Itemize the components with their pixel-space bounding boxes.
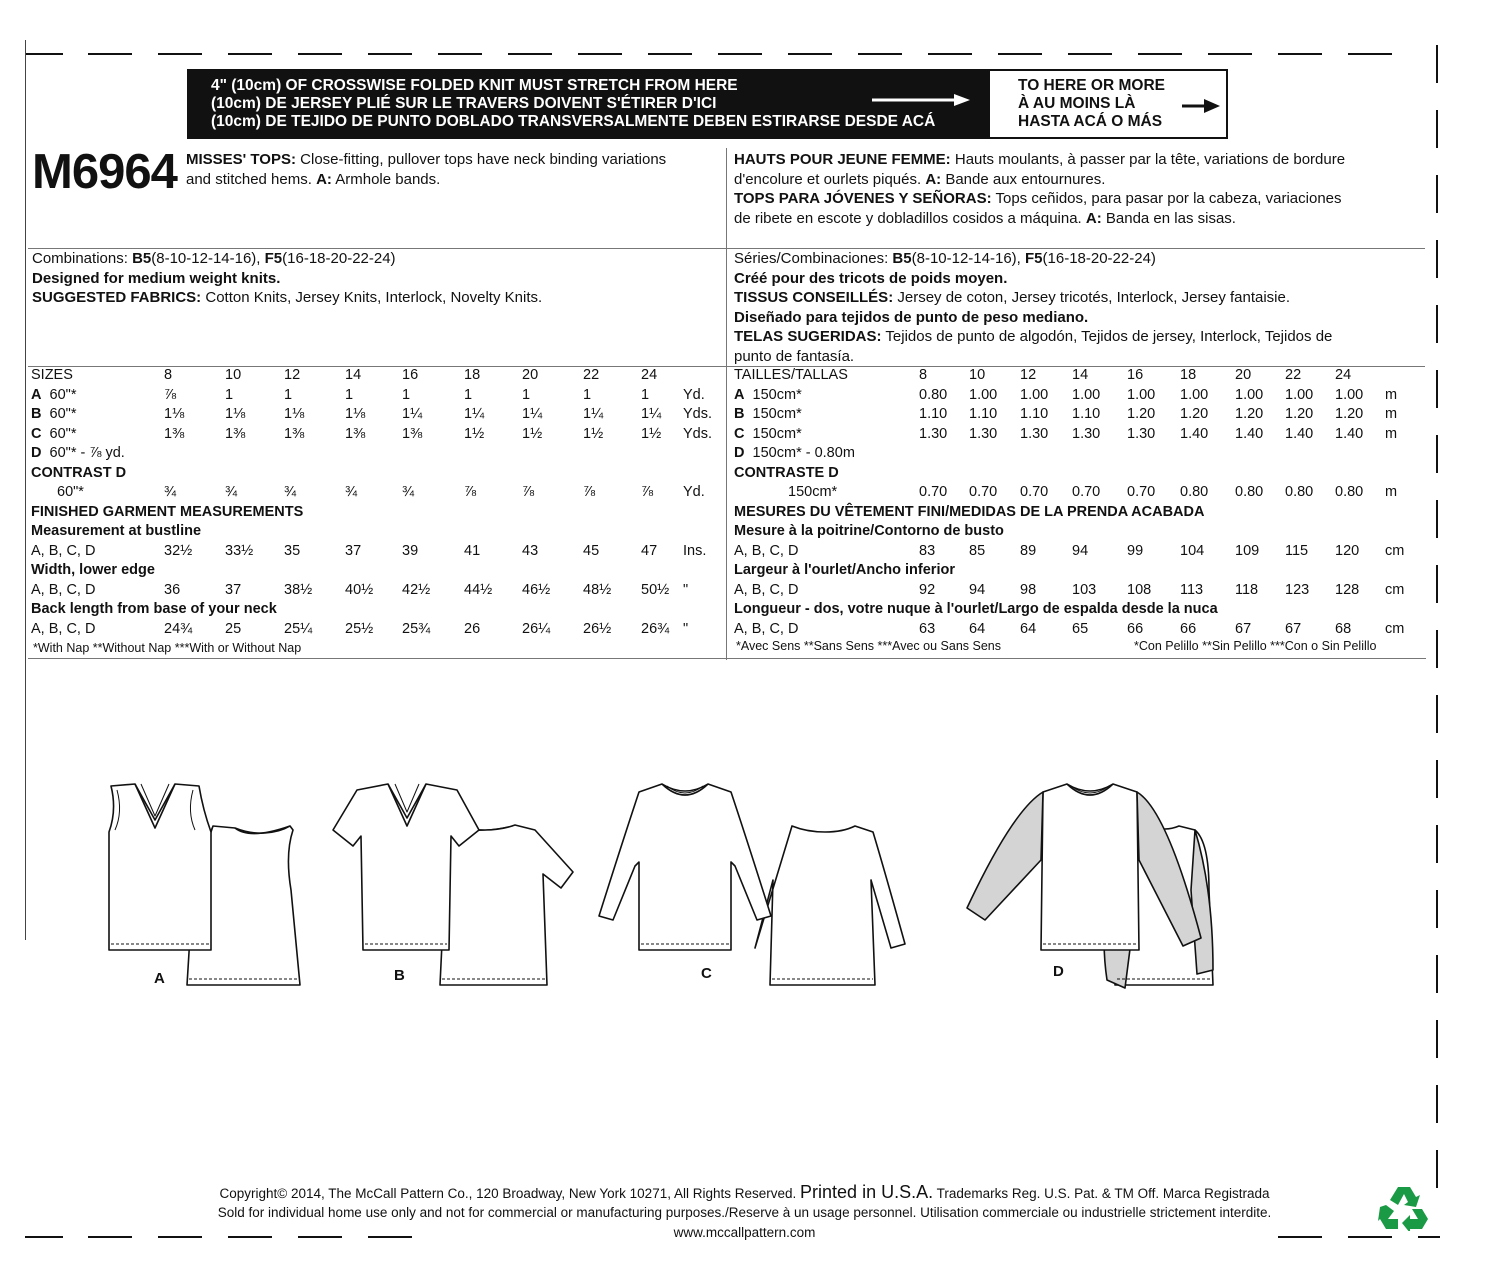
- table-cell: ⅞: [464, 484, 477, 500]
- view-width-cell: C 150cm*: [734, 425, 802, 442]
- table-cell: 92: [919, 581, 936, 598]
- table-cell: 120: [1335, 542, 1360, 559]
- size-column-header: 12: [284, 367, 301, 383]
- table-cell: 1⅜: [164, 425, 185, 442]
- view-b-label: B: [394, 967, 405, 984]
- gauge-end-en: TO HERE OR MORE: [1018, 77, 1165, 94]
- table-cell: 108: [1127, 581, 1152, 598]
- table-cell: 1.10: [1072, 406, 1101, 422]
- table-cell: 1⅛: [345, 406, 366, 422]
- table-cell: 1⅜: [225, 425, 246, 442]
- contrast-label: CONTRASTE D: [734, 464, 839, 481]
- unit-cell: Yd.: [683, 484, 705, 500]
- size-column-header: [683, 366, 721, 386]
- recycle-icon: [1378, 1185, 1430, 1231]
- gauge-line-fr: (10cm) DE JERSEY PLIÉ SUR LE TRAVERS DOIVENT S'ÉTIRER D'ICI: [211, 95, 717, 112]
- table-row: [31, 503, 721, 523]
- table-row: [31, 483, 721, 503]
- gauge-line-en: 4" (10cm) OF CROSSWISE FOLDED KNIT MUST STRETCH FROM HERE: [211, 77, 738, 94]
- table-cell: 66: [1127, 620, 1144, 637]
- size-column-header: 22: [1285, 367, 1302, 383]
- view-width-cell: B 150cm*: [734, 406, 802, 422]
- table-cell: 1: [402, 386, 411, 403]
- table-cell: 25½: [345, 620, 374, 637]
- table-cell: 1.00: [1285, 386, 1314, 403]
- table-cell: 1⅜: [284, 425, 305, 442]
- unit-cell: ": [683, 581, 689, 598]
- unit-cell: cm: [1385, 620, 1405, 637]
- size-column-header: 16: [1127, 367, 1144, 383]
- footer-sold-line: Sold for individual home use only and not for commercial or manufacturing purposes./Reserve à un usage personnel. Utilisation commerciale ou industrielle strictement interdite.: [217, 1205, 1272, 1220]
- sizes-label: SIZES: [31, 367, 73, 383]
- table-cell: 26¾: [641, 620, 670, 637]
- table-cell: 1: [583, 386, 592, 403]
- views-cell: A, B, C, D: [31, 620, 96, 637]
- fabrics-en: Combinations: B5(8-10-12-14-16), F5(16-18-20-22-24) Designed for medium weight knits. SUGGESTED FABRICS: Cotton Knits, Jersey Knits, Interlock, Novelty Knits.: [32, 250, 543, 306]
- view-a-front-drawing: [109, 784, 211, 950]
- contrast-label: CONTRAST D: [31, 464, 127, 481]
- table-cell: 94: [1072, 542, 1089, 559]
- unit-cell: ": [683, 620, 689, 637]
- view-c-back-drawing: [755, 826, 905, 985]
- size-column-header: 14: [1072, 367, 1089, 383]
- table-cell: 36: [164, 581, 181, 598]
- size-column-header: 18: [464, 367, 481, 383]
- views-cell: A, B, C, D: [734, 581, 799, 598]
- table-row: [31, 386, 721, 406]
- table-cell: 26¼: [522, 620, 551, 637]
- table-cell: 1½: [464, 425, 485, 442]
- table-row: [734, 503, 1424, 523]
- table-cell: 0.80: [919, 386, 948, 403]
- table-row: [734, 581, 1424, 601]
- table-cell: 1.20: [1285, 406, 1314, 422]
- table-cell: 44½: [464, 581, 493, 598]
- table-cell: ¾: [225, 484, 238, 500]
- table-cell: 1¼: [522, 406, 543, 422]
- table-cell: 0.70: [1020, 484, 1049, 500]
- view-width-cell: A 150cm*: [734, 386, 802, 403]
- table-cell: ⅞: [522, 484, 535, 500]
- table-cell: 0.80: [1235, 484, 1264, 500]
- measurement-label: Longueur - dos, votre nuque à l'ourlet/Largo de espalda desde la nuca: [734, 601, 1218, 617]
- table-row: [31, 464, 721, 484]
- unit-cell: m: [1385, 484, 1398, 500]
- table-row: [734, 600, 1424, 620]
- view-width-cell: B 60"*: [31, 406, 77, 422]
- description-en: MISSES' TOPS: Close-fitting, pullover tops have neck binding variations and stitched hems. A: Armhole bands.: [186, 151, 667, 188]
- size-column-header: 24: [641, 367, 658, 383]
- table-row: [734, 405, 1424, 425]
- table-cell: ¾: [345, 484, 358, 500]
- unit-cell: Ins.: [683, 542, 707, 559]
- view-d-label: D: [1053, 963, 1064, 980]
- table-cell: 40½: [345, 581, 374, 598]
- unit-cell: m: [1385, 425, 1398, 442]
- table-cell: 1.00: [1020, 386, 1049, 403]
- view-width-cell: 60"*: [57, 484, 84, 500]
- table-cell: 66: [1180, 620, 1197, 637]
- table-row: [31, 405, 721, 425]
- table-cell: 35: [284, 542, 301, 559]
- views-cell: A, B, C, D: [31, 542, 96, 559]
- table-cell: 48½: [583, 581, 612, 598]
- yardage-table-fr-es: [734, 366, 1424, 639]
- size-column-header: 10: [969, 367, 986, 383]
- size-column-header: [1385, 366, 1424, 386]
- table-cell: 83: [919, 542, 936, 559]
- table-cell: 1.40: [1335, 425, 1364, 442]
- table-cell: 0.70: [1127, 484, 1156, 500]
- view-b-back-drawing: [440, 825, 573, 985]
- table-cell: 113: [1180, 581, 1204, 598]
- table-row: [734, 386, 1424, 406]
- table-cell: 1.10: [1020, 406, 1049, 422]
- table-header-row: [31, 366, 721, 386]
- table-cell: 26½: [583, 620, 612, 637]
- table-row: [31, 620, 721, 640]
- table-cell: 38½: [284, 581, 313, 598]
- table-cell: 50½: [641, 581, 670, 598]
- bottom-rule-right: [726, 658, 1426, 659]
- size-column-header: 12: [1020, 367, 1037, 383]
- cut-line-left: [25, 40, 26, 940]
- view-width-cell: 150cm*: [788, 484, 838, 500]
- table-cell: 1⅛: [284, 406, 305, 422]
- table-cell: 1.40: [1285, 425, 1314, 442]
- table-cell: 33½: [225, 542, 254, 559]
- measurement-label: Measurement at bustline: [31, 523, 202, 539]
- table-cell: 0.80: [1180, 484, 1209, 500]
- table-cell: 64: [969, 620, 986, 637]
- table-cell: 1.30: [919, 425, 948, 442]
- table-cell: 98: [1020, 581, 1037, 598]
- table-cell: 1¼: [402, 406, 423, 422]
- table-cell: 1.30: [969, 425, 998, 442]
- nap-note-en: *With Nap **Without Nap ***With or Without Nap: [33, 641, 302, 655]
- unit-cell: Yd.: [683, 386, 705, 403]
- table-cell: 1¼: [641, 406, 662, 422]
- table-cell: 123: [1285, 581, 1310, 598]
- table-cell: 25¾: [402, 620, 431, 637]
- fabrics-fr-es: Séries/Combinaciones: B5(8-10-12-14-16), F5(16-18-20-22-24) Créé pour des tricots de poids moyen. TISSUS CONSEILLÉS: Jersey de coton, Jersey tricotés, Interlock, Jersey fantaisie. Diseñado para tejidos de punto de peso mediano. TELAS SUGERIDAS: Tejidos de punto de algodón, Tejidos de jersey, Interlock, Tejidos de punto de fantasía.: [734, 250, 1333, 365]
- table-cell: 1.00: [1127, 386, 1156, 403]
- table-cell: 128: [1335, 581, 1360, 598]
- stretch-gauge-start: [187, 69, 988, 139]
- table-cell: 1: [641, 386, 650, 403]
- table-cell: 0.70: [969, 484, 998, 500]
- table-cell: 1¼: [464, 406, 485, 422]
- table-cell: 1⅛: [164, 406, 185, 422]
- table-cell: 1: [284, 386, 293, 403]
- table-cell: 1: [345, 386, 354, 403]
- table-cell: 47: [641, 542, 658, 559]
- size-column-header: 14: [345, 367, 362, 383]
- size-column-header: 16: [402, 367, 419, 383]
- table-cell: 1.00: [1335, 386, 1364, 403]
- table-cell: 99: [1127, 542, 1144, 559]
- finished-label: MESURES DU VÊTEMENT FINI/MEDIDAS DE LA PRENDA ACABADA: [734, 503, 1205, 520]
- table-row: [734, 425, 1424, 445]
- stretch-gauge-end: [988, 69, 1228, 139]
- table-cell: ¾: [402, 484, 415, 500]
- table-cell: 46½: [522, 581, 551, 598]
- description-fr-es: HAUTS POUR JEUNE FEMME: Hauts moulants, à passer par la tête, variations de bordure d'encolure et ourlets piqués. A: Bande aux entournures. TOPS PARA JÓVENES Y SEÑORAS: Tops ceñidos, para pasar por la cabeza, variaciones de ribete en escote y dobladillos cosidos a máquina. A: Banda en las sisas.: [734, 151, 1346, 227]
- table-cell: 0.70: [919, 484, 948, 500]
- view-width-cell: C 60"*: [31, 425, 77, 442]
- table-cell: 1.20: [1180, 406, 1209, 422]
- size-column-header: 8: [164, 367, 173, 383]
- copyright-text: Copyright© 2014, The McCall Pattern Co., 120 Broadway, New York 10271, All Rights Reserved.: [219, 1186, 797, 1201]
- table-cell: 1.00: [1072, 386, 1101, 403]
- nap-note-es: *Con Pelillo **Sin Pelillo ***Con o Sin Pelillo: [1134, 639, 1377, 653]
- footer-copyright-line: [0, 1182, 1489, 1203]
- table-cell: ⅞: [583, 484, 596, 500]
- unit-cell: cm: [1385, 581, 1405, 598]
- unit-cell: m: [1385, 386, 1398, 403]
- table-cell: 0.80: [1335, 484, 1364, 500]
- table-cell: 1½: [641, 425, 662, 442]
- table-cell: 1½: [522, 425, 543, 442]
- table-row: [31, 444, 721, 464]
- views-cell: A, B, C, D: [31, 581, 96, 598]
- measurement-label: Width, lower edge: [31, 562, 155, 578]
- table-cell: 1.10: [919, 406, 948, 422]
- yardage-table-en: [31, 366, 721, 639]
- table-cell: 42½: [402, 581, 431, 598]
- table-row: [31, 561, 721, 581]
- table-cell: 25¼: [284, 620, 313, 637]
- table-cell: 67: [1235, 620, 1252, 637]
- table-cell: 43: [522, 542, 539, 559]
- size-column-header: 22: [583, 367, 600, 383]
- gauge-end-es: HASTA ACÁ O MÁS: [1018, 113, 1163, 130]
- table-cell: 1½: [583, 425, 604, 442]
- table-cell: 37: [345, 542, 362, 559]
- table-cell: 103: [1072, 581, 1097, 598]
- table-cell: 0.80: [1285, 484, 1314, 500]
- table-cell: 1: [464, 386, 473, 403]
- table-cell: 63: [919, 620, 936, 637]
- table-cell: 1.30: [1072, 425, 1101, 442]
- view-c-front-drawing: [599, 784, 771, 950]
- table-header-row: [734, 366, 1424, 386]
- table-cell: 104: [1180, 542, 1205, 559]
- table-cell: 1.40: [1235, 425, 1264, 442]
- table-cell: 85: [969, 542, 986, 559]
- table-cell: 1.30: [1020, 425, 1049, 442]
- table-cell: 1⅜: [402, 425, 423, 442]
- unit-cell: cm: [1385, 542, 1405, 559]
- table-cell: 1.00: [1235, 386, 1264, 403]
- table-cell: 1.20: [1127, 406, 1156, 422]
- size-column-header: 10: [225, 367, 242, 383]
- table-cell: ¾: [164, 484, 177, 500]
- table-row: [31, 425, 721, 445]
- table-row: [734, 542, 1424, 562]
- table-cell: 1⅜: [345, 425, 366, 442]
- view-c-label: C: [701, 965, 712, 982]
- size-column-header: 8: [919, 367, 928, 383]
- table-cell: 68: [1335, 620, 1352, 637]
- table-row: [734, 464, 1424, 484]
- size-column-header: 24: [1335, 367, 1352, 383]
- arrow-right-icon: [1182, 99, 1222, 113]
- table-row: [31, 542, 721, 562]
- table-cell: 1⅛: [225, 406, 246, 422]
- trademark-text: Trademarks Reg. U.S. Pat. & TM Off. Marca Registrada: [936, 1186, 1270, 1201]
- table-cell: 25: [225, 620, 242, 637]
- table-cell: 45: [583, 542, 600, 559]
- table-cell: 24¾: [164, 620, 193, 637]
- sizes-label: TAILLES/TALLAS: [734, 367, 848, 383]
- table-cell: 65: [1072, 620, 1089, 637]
- table-row: [31, 581, 721, 601]
- table-row: [734, 522, 1424, 542]
- table-cell: 64: [1020, 620, 1037, 637]
- table-cell: ⅞: [641, 484, 654, 500]
- table-cell: 1.20: [1235, 406, 1264, 422]
- table-cell: ¾: [284, 484, 297, 500]
- size-column-header: 20: [522, 367, 539, 383]
- table-cell: 115: [1285, 542, 1309, 559]
- measurement-label: Largeur à l'ourlet/Ancho inferior: [734, 562, 955, 578]
- table-cell: 1.00: [1180, 386, 1209, 403]
- unit-cell: Yds.: [683, 406, 713, 422]
- printed-text: Printed in U.S.A.: [800, 1182, 934, 1202]
- table-cell: 1¼: [583, 406, 604, 422]
- footer-url: www.mccallpattern.com: [673, 1225, 816, 1240]
- view-a-label: A: [154, 970, 165, 987]
- table-cell: 37: [225, 581, 242, 598]
- table-row: [734, 444, 1424, 464]
- nap-note-fr: *Avec Sens **Sans Sens ***Avec ou Sans Sens: [736, 639, 1001, 653]
- bottom-rule-left: [28, 658, 728, 659]
- table-cell: 1.40: [1180, 425, 1209, 442]
- view-d-row: D 60"* - ⅞ yd.: [31, 445, 125, 461]
- column-divider: [726, 148, 727, 660]
- table-cell: 32½: [164, 542, 193, 559]
- unit-cell: m: [1385, 406, 1398, 422]
- view-width-cell: A 60"*: [31, 386, 77, 403]
- table-cell: 26: [464, 620, 481, 637]
- table-cell: 109: [1235, 542, 1260, 559]
- measurement-label: Mesure à la poitrine/Contorno de busto: [734, 523, 1004, 539]
- arrow-right-icon: [872, 93, 972, 107]
- table-row: [31, 522, 721, 542]
- size-column-header: 18: [1180, 367, 1197, 383]
- table-cell: ⅞: [164, 386, 177, 403]
- size-column-header: 20: [1235, 367, 1252, 383]
- unit-cell: Yds.: [683, 425, 713, 442]
- finished-label: FINISHED GARMENT MEASUREMENTS: [31, 503, 304, 520]
- gauge-end-fr: À AU MOINS LÀ: [1018, 95, 1136, 112]
- view-d-row: D 150cm* - 0.80m: [734, 445, 855, 461]
- table-cell: 67: [1285, 620, 1302, 637]
- gauge-line-es: (10cm) DE TEJIDO DE PUNTO DOBLADO TRANSVERSALMENTE DEBEN ESTIRARSE DESDE ACÁ: [211, 113, 936, 130]
- table-cell: 41: [464, 542, 481, 559]
- views-cell: A, B, C, D: [734, 620, 799, 637]
- table-cell: 1.20: [1335, 406, 1364, 422]
- table-cell: 0.70: [1072, 484, 1101, 500]
- table-row: [734, 620, 1424, 640]
- table-cell: 89: [1020, 542, 1037, 559]
- measurement-label: Back length from base of your neck: [31, 601, 277, 617]
- table-row: [734, 483, 1424, 503]
- table-cell: 1.10: [969, 406, 998, 422]
- table-row: [734, 561, 1424, 581]
- table-cell: 1.00: [969, 386, 998, 403]
- pattern-code: M6964: [32, 145, 177, 199]
- table-cell: 94: [969, 581, 986, 598]
- table-cell: 1.30: [1127, 425, 1156, 442]
- table-cell: 1: [522, 386, 531, 403]
- table-cell: 39: [402, 542, 419, 559]
- table-cell: 1: [225, 386, 234, 403]
- views-cell: A, B, C, D: [734, 542, 799, 559]
- table-cell: 118: [1235, 581, 1259, 598]
- table-row: [31, 600, 721, 620]
